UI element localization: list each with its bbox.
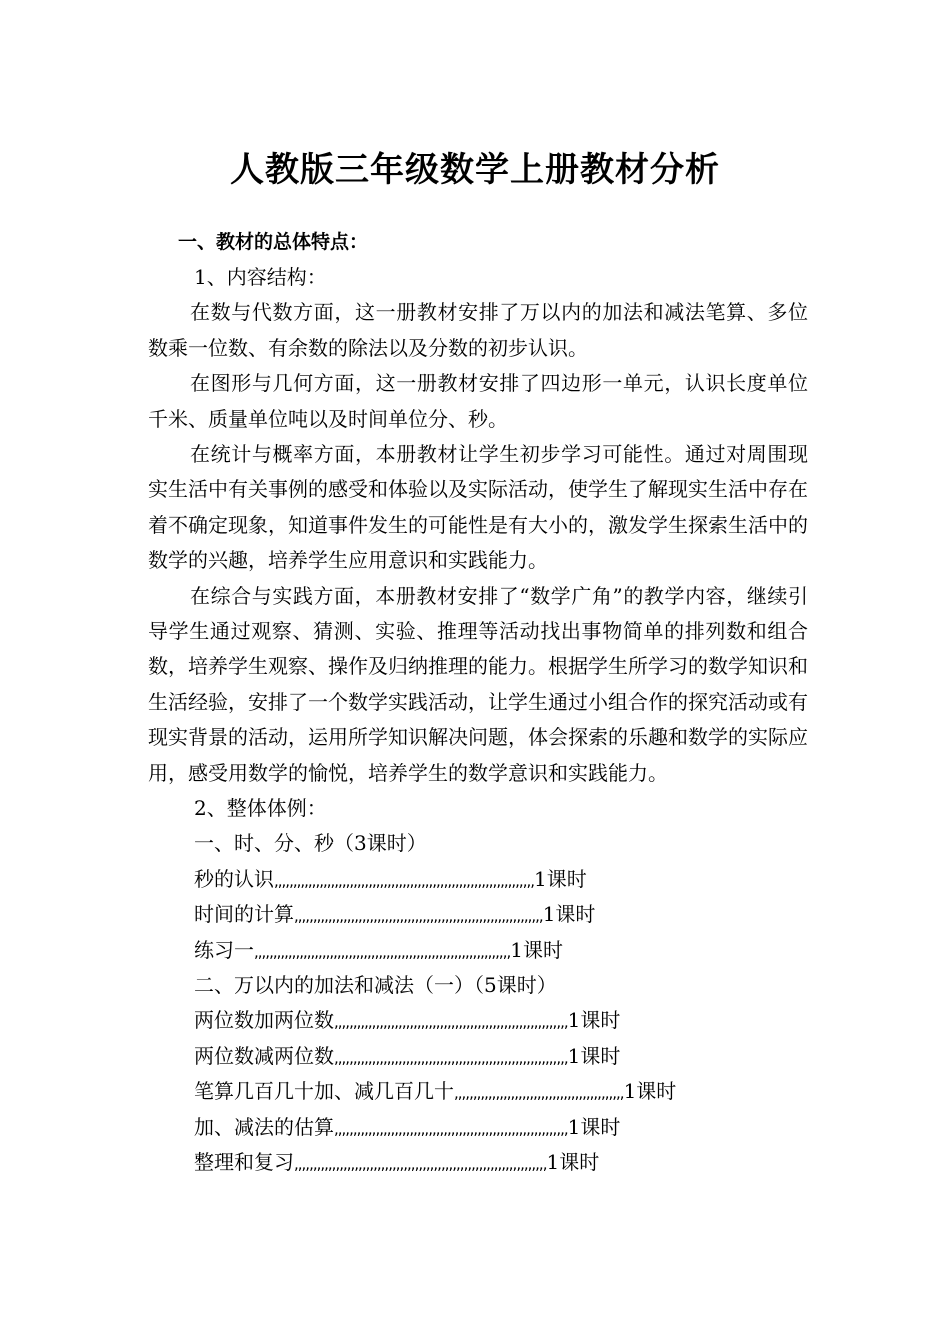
toc-entry-hours: 1课时 — [542, 902, 596, 927]
unit-heading: 二、万以内的加法和减法（一）（5课时） — [194, 973, 557, 998]
toc-entry — [148, 1003, 808, 1038]
toc-entry — [148, 1145, 808, 1180]
toc-entry — [148, 933, 808, 968]
toc-entry-name: 整理和复习 — [194, 1149, 294, 1174]
paragraph: 在综合与实践方面，本册教材安排了“数学广角”的教学内容，继续引导学生通过观察、猜测、实验、推理等活动找出事物简单的排列数和组合数，培养学生观察、操作及归纳推理的能力。根据学生所学习的数学知识和生活经验，安排了一个数学实践活动，让学生通过小组合作的探究活动或有现实背景的活动，运用所学知识解决问题，体会探索的乐趣和数学的实际应用，感受用数学的愉悦，培养学生的数学意识和实践能力。 — [148, 583, 808, 785]
toc-entry-hours: 1课时 — [567, 1114, 621, 1139]
unit-heading: 一、时、分、秒（3课时） — [194, 831, 427, 856]
toc-entry-hours: 1课时 — [510, 937, 563, 962]
toc-entry-hours: 1课时 — [534, 866, 587, 891]
toc-entry-leader: ,,,,,,,,,,,,,,,,,,,,,,,,,,,,,,,,,,,,,,,,,,,,, — [454, 1084, 624, 1103]
toc-entry — [148, 1074, 808, 1109]
toc-entry-hours: 1课时 — [567, 1008, 621, 1033]
paragraph: 在数与代数方面，这一册教材安排了万以内的加法和减法笔算、多位数乘一位数、有余数的除法以及分数的初步认识。 — [148, 300, 808, 360]
toc-entry-leader: ,,,,,,,,,,,,,,,,,,,,,,,,,,,,,,,,,,,,,,,,,,,,,,,,,,,,,,,,,,,,,, — [334, 1048, 568, 1067]
toc-entry-name: 加、减法的估算 — [194, 1114, 334, 1139]
toc-entry-name: 两位数减两位数 — [194, 1043, 334, 1068]
toc-entry-hours: 1课时 — [567, 1043, 621, 1068]
toc-entry-leader: ,,,,,,,,,,,,,,,,,,,,,,,,,,,,,,,,,,,,,,,,,,,,,,,,,,,,,,,,,,,,,,,,,,,, — [254, 942, 511, 961]
section-heading: 一、教材的总体特点： — [178, 231, 369, 253]
subsection-heading: 2、整体体例： — [194, 796, 327, 821]
toc-entry-leader: ,,,,,,,,,,,,,,,,,,,,,,,,,,,,,,,,,,,,,,,,,,,,,,,,,,,,,,,,,,,,,, — [334, 1013, 568, 1032]
toc-entry-name: 笔算几百几十加、减几百几十 — [194, 1079, 454, 1104]
toc-entry-name: 时间的计算 — [194, 902, 294, 927]
toc-entry-hours: 1课时 — [546, 1149, 600, 1174]
toc-entry — [148, 1110, 808, 1145]
toc-entry-name: 秒的认识 — [194, 866, 274, 891]
toc-entry-leader: ,,,,,,,,,,,,,,,,,,,,,,,,,,,,,,,,,,,,,,,,,,,,,,,,,,,,,,,,,,,,,,,,,, — [294, 907, 543, 926]
subsection-heading: 1、内容结构： — [194, 265, 327, 289]
page-title: 人教版三年级数学上册教材分析 — [230, 150, 720, 190]
toc-entry-name: 两位数加两位数 — [194, 1008, 334, 1033]
toc-entry-name: 练习一 — [194, 937, 254, 962]
toc-entry — [148, 862, 808, 897]
document-body — [148, 260, 808, 1180]
toc-entry-leader: ,,,,,,,,,,,,,,,,,,,,,,,,,,,,,,,,,,,,,,,,,,,,,,,,,,,,,,,,,,,,,,,,,,, — [294, 1154, 547, 1173]
paragraph: 在统计与概率方面，本册教材让学生初步学习可能性。通过对周围现实生活中有关事例的感受和体验以及实际活动，使学生了解现实生活中存在着不确定现象，知道事件发生的可能性是有大小的，激发学生探索生活中的数学的兴趣，培养学生应用意识和实践能力。 — [148, 442, 808, 573]
paragraph: 在图形与几何方面，这一册教材安排了四边形一单元，认识长度单位千米、质量单位吨以及时间单位分、秒。 — [148, 371, 808, 431]
toc-entry-hours: 1课时 — [623, 1079, 677, 1104]
toc-entry-leader: ,,,,,,,,,,,,,,,,,,,,,,,,,,,,,,,,,,,,,,,,,,,,,,,,,,,,,,,,,,,,,,,,,,,,, — [274, 871, 534, 890]
toc-entry — [148, 897, 808, 932]
toc-entry-leader: ,,,,,,,,,,,,,,,,,,,,,,,,,,,,,,,,,,,,,,,,,,,,,,,,,,,,,,,,,,,,,, — [334, 1119, 568, 1138]
toc-entry — [148, 1039, 808, 1074]
